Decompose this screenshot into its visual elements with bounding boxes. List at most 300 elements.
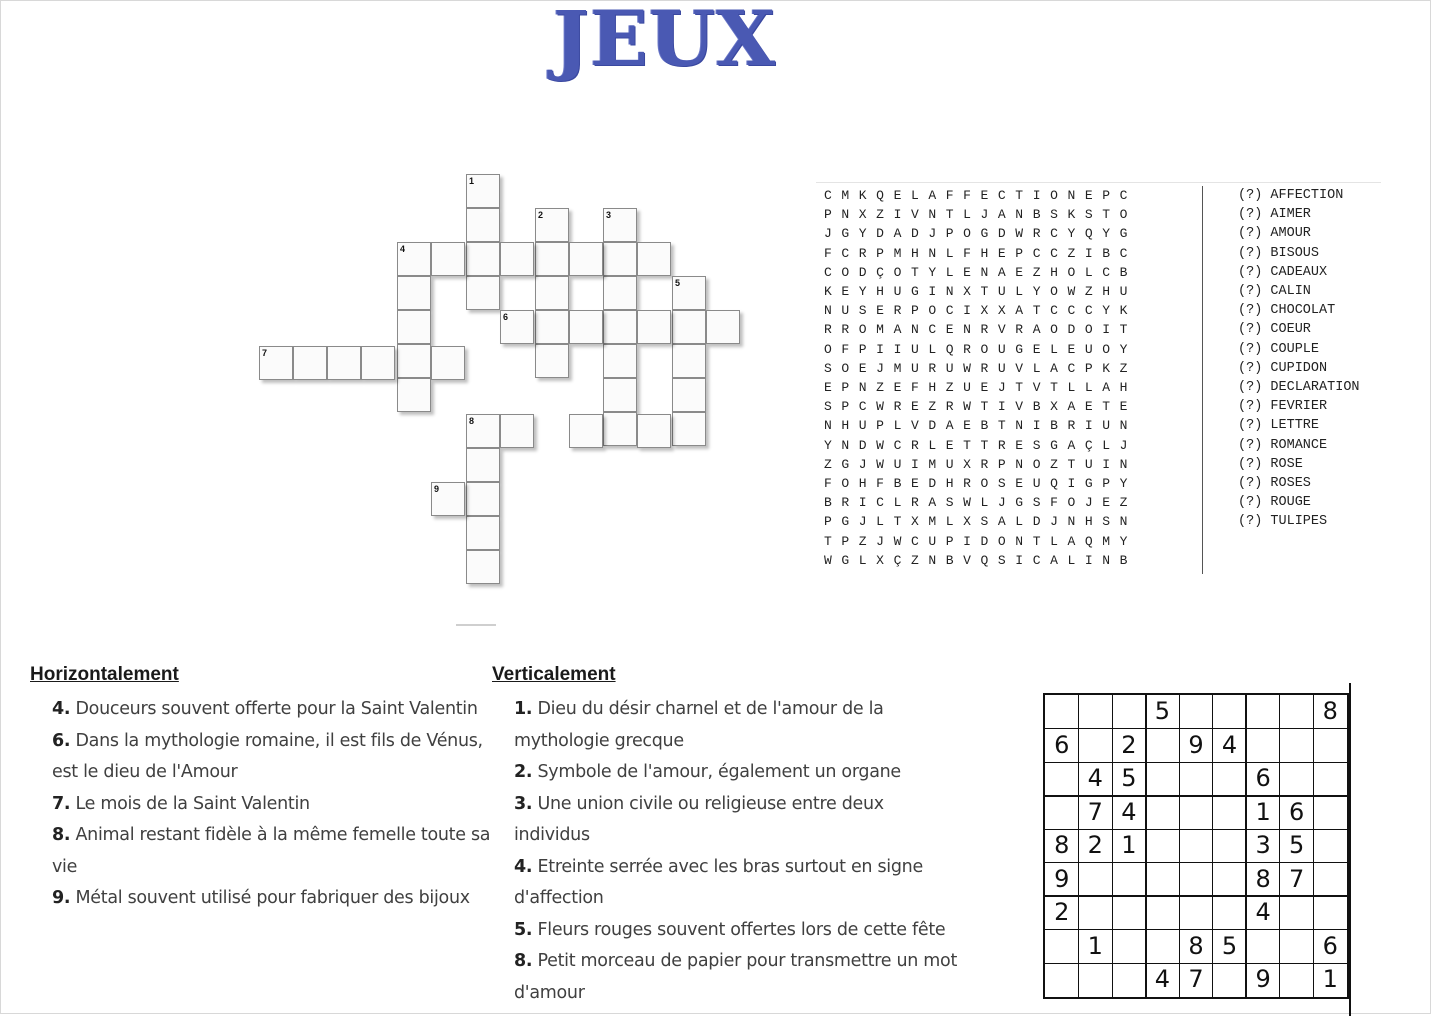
- word-search-letter[interactable]: S: [824, 360, 832, 376]
- word-search-letter[interactable]: A: [997, 207, 1006, 223]
- sudoku-cell[interactable]: 5: [1289, 831, 1305, 860]
- word-search-letter[interactable]: S: [824, 399, 832, 415]
- sudoku-cell[interactable]: 5: [1121, 764, 1137, 793]
- word-search-letter[interactable]: L: [945, 264, 954, 280]
- word-search-letter[interactable]: Z: [1067, 245, 1076, 261]
- word-search-letter[interactable]: U: [910, 360, 919, 376]
- word-search-letter[interactable]: S: [858, 303, 867, 319]
- word-search-letter[interactable]: Z: [1119, 360, 1128, 376]
- crossword-cell[interactable]: [293, 346, 327, 380]
- word-search-letter[interactable]: M: [841, 188, 850, 203]
- word-search-letter[interactable]: O: [1067, 264, 1076, 280]
- sudoku-cell[interactable]: 8: [1188, 931, 1204, 960]
- word-search-letter[interactable]: G: [1015, 341, 1024, 357]
- word-search-letter[interactable]: R: [841, 322, 850, 338]
- word-search-letter[interactable]: Ç: [1084, 437, 1093, 453]
- word-search-letter[interactable]: Y: [1102, 226, 1111, 242]
- word-search-letter[interactable]: Z: [824, 456, 832, 472]
- word-search-letter[interactable]: H: [1102, 284, 1111, 299]
- word-search-letter[interactable]: R: [980, 322, 989, 338]
- sudoku-cell[interactable]: 7: [1087, 797, 1103, 826]
- word-search-letter[interactable]: P: [1102, 188, 1111, 203]
- word-search-letter[interactable]: I: [910, 456, 919, 472]
- sudoku-cell[interactable]: [1045, 930, 1079, 964]
- crossword-cell[interactable]: [672, 310, 706, 344]
- crossword-cell[interactable]: [327, 346, 361, 380]
- sudoku-cell[interactable]: [1045, 963, 1079, 997]
- word-search-letter[interactable]: E: [1032, 341, 1041, 357]
- word-search-letter[interactable]: H: [980, 245, 989, 261]
- word-search-letter[interactable]: P: [997, 456, 1006, 472]
- word-search-letter[interactable]: S: [1032, 437, 1041, 453]
- word-search-letter[interactable]: C: [1084, 303, 1093, 319]
- word-search-letter[interactable]: R: [893, 399, 902, 415]
- sudoku-cell[interactable]: [1280, 729, 1314, 763]
- word-search-letter[interactable]: F: [945, 188, 954, 203]
- sudoku-cell[interactable]: [1045, 695, 1079, 729]
- sudoku-cell[interactable]: [1213, 695, 1247, 729]
- word-search-letter[interactable]: O: [841, 476, 850, 491]
- word-search-letter[interactable]: P: [841, 380, 850, 395]
- word-search-letter[interactable]: X: [876, 552, 884, 568]
- word-search-letter[interactable]: F: [876, 476, 884, 491]
- word-search-letter[interactable]: J: [980, 207, 989, 223]
- word-search-letter[interactable]: W: [963, 495, 971, 511]
- word-search-letter[interactable]: H: [1119, 380, 1128, 395]
- word-search-letter[interactable]: C: [1119, 188, 1128, 203]
- word-search-letter[interactable]: O: [841, 264, 850, 280]
- word-search-letter[interactable]: T: [980, 284, 989, 299]
- word-search-letter[interactable]: A: [893, 226, 902, 242]
- sudoku-cell[interactable]: 6: [1322, 931, 1338, 960]
- crossword-cell[interactable]: [535, 276, 569, 310]
- sudoku-cell[interactable]: [1045, 796, 1079, 830]
- word-search-letter[interactable]: O: [1067, 495, 1076, 511]
- sudoku-cell[interactable]: [1112, 963, 1146, 997]
- sudoku-cell[interactable]: 1: [1255, 797, 1271, 826]
- word-search-letter[interactable]: L: [858, 552, 867, 568]
- sudoku-cell[interactable]: [1045, 762, 1079, 796]
- word-search-letter[interactable]: U: [1084, 456, 1093, 472]
- sudoku-cell[interactable]: 2: [1121, 730, 1137, 759]
- word-search-letter[interactable]: A: [945, 418, 954, 434]
- word-search-letter[interactable]: K: [824, 284, 832, 299]
- word-search-letter[interactable]: I: [858, 495, 867, 511]
- word-search-letter[interactable]: J: [858, 514, 867, 530]
- sudoku-cell[interactable]: [1246, 695, 1280, 729]
- word-search-letter[interactable]: C: [910, 533, 919, 549]
- word-search-letter[interactable]: K: [1102, 360, 1111, 376]
- word-search-letter[interactable]: D: [858, 437, 867, 453]
- word-search-letter[interactable]: S: [997, 476, 1006, 491]
- word-search-letter[interactable]: O: [963, 226, 971, 242]
- word-search-letter[interactable]: O: [1050, 322, 1058, 338]
- word-search-letter[interactable]: T: [945, 207, 954, 223]
- word-search-letter[interactable]: H: [1084, 514, 1093, 530]
- sudoku-cell[interactable]: [1112, 695, 1146, 729]
- word-search-letter[interactable]: B: [824, 495, 832, 511]
- crossword-cell[interactable]: [603, 378, 637, 412]
- word-search-letter[interactable]: C: [945, 303, 954, 319]
- word-search-letter[interactable]: C: [1119, 245, 1128, 261]
- word-search-letter[interactable]: I: [1084, 552, 1093, 568]
- word-search-letter[interactable]: M: [928, 514, 937, 530]
- word-search-letter[interactable]: U: [1102, 418, 1111, 434]
- word-search-letter[interactable]: J: [876, 533, 884, 549]
- word-search-letter[interactable]: C: [876, 495, 884, 511]
- word-search-letter[interactable]: U: [945, 456, 954, 472]
- sudoku-cell[interactable]: [1213, 796, 1247, 830]
- sudoku-cell[interactable]: [1146, 729, 1180, 763]
- sudoku-cell[interactable]: 2: [1054, 898, 1070, 927]
- word-search-letter[interactable]: L: [1084, 380, 1093, 395]
- sudoku-cell[interactable]: 9: [1255, 965, 1271, 994]
- word-search-letter[interactable]: L: [928, 341, 937, 357]
- crossword-cell[interactable]: [672, 378, 706, 412]
- word-search-letter[interactable]: N: [1119, 514, 1128, 530]
- word-search-letter[interactable]: L: [928, 437, 937, 453]
- sudoku-cell[interactable]: [1313, 829, 1347, 863]
- word-search-letter[interactable]: V: [910, 418, 919, 434]
- word-search-letter[interactable]: N: [841, 207, 850, 223]
- crossword-cell[interactable]: [466, 516, 500, 550]
- word-search-letter[interactable]: Z: [910, 552, 919, 568]
- word-search-letter[interactable]: W: [876, 456, 884, 472]
- word-search-letter[interactable]: E: [980, 188, 989, 203]
- word-search-letter[interactable]: J: [1119, 437, 1128, 453]
- word-search-letter[interactable]: J: [858, 456, 867, 472]
- word-search-letter[interactable]: P: [910, 303, 919, 319]
- word-search-letter[interactable]: Q: [1050, 476, 1058, 491]
- word-search-letter[interactable]: O: [1102, 341, 1111, 357]
- word-search-letter[interactable]: T: [1015, 188, 1024, 203]
- word-search-letter[interactable]: R: [824, 322, 832, 338]
- word-search-letter[interactable]: G: [841, 456, 850, 472]
- word-search-letter[interactable]: P: [841, 533, 850, 549]
- word-search-letter[interactable]: N: [1015, 533, 1024, 549]
- word-search-letter[interactable]: K: [858, 188, 867, 203]
- word-search-letter[interactable]: B: [945, 552, 954, 568]
- word-search-letter[interactable]: X: [980, 303, 989, 319]
- word-search-letter[interactable]: U: [997, 341, 1006, 357]
- word-search-letter[interactable]: H: [1050, 264, 1058, 280]
- word-search-letter[interactable]: L: [963, 207, 971, 223]
- word-search-letter[interactable]: J: [1084, 495, 1093, 511]
- crossword-cell[interactable]: [466, 208, 500, 242]
- word-search-letter[interactable]: P: [945, 226, 954, 242]
- word-search-letter[interactable]: E: [963, 418, 971, 434]
- word-search-letter[interactable]: M: [893, 360, 902, 376]
- sudoku-cell[interactable]: 6: [1255, 764, 1271, 793]
- word-search-letter[interactable]: L: [1067, 552, 1076, 568]
- word-search-letter[interactable]: I: [893, 207, 902, 223]
- word-search-letter[interactable]: G: [1015, 495, 1024, 511]
- word-search-letter[interactable]: C: [1032, 552, 1041, 568]
- word-search-letter[interactable]: L: [1050, 341, 1058, 357]
- word-search-letter[interactable]: T: [980, 399, 989, 415]
- word-search-letter[interactable]: A: [928, 188, 937, 203]
- word-search-letter[interactable]: D: [1067, 322, 1076, 338]
- sudoku-cell[interactable]: 4: [1255, 898, 1271, 927]
- word-search-letter[interactable]: M: [876, 322, 884, 338]
- sudoku-cell[interactable]: 6: [1054, 730, 1070, 759]
- crossword-cell[interactable]: [603, 276, 637, 310]
- sudoku-cell[interactable]: 4: [1154, 965, 1171, 994]
- word-search-letter[interactable]: E: [1084, 188, 1093, 203]
- word-search-letter[interactable]: J: [928, 226, 937, 242]
- word-search-letter[interactable]: U: [997, 284, 1006, 299]
- word-search-letter[interactable]: I: [1015, 552, 1024, 568]
- word-search-letter[interactable]: E: [876, 303, 884, 319]
- sudoku-cell[interactable]: [1280, 762, 1314, 796]
- sudoku-cell[interactable]: [1280, 930, 1314, 964]
- word-search-letter[interactable]: U: [1032, 476, 1041, 491]
- sudoku-cell[interactable]: [1146, 863, 1180, 897]
- word-search-letter[interactable]: X: [1050, 399, 1058, 415]
- sudoku-cell[interactable]: [1280, 695, 1314, 729]
- sudoku-cell[interactable]: [1213, 896, 1247, 930]
- word-search-letter[interactable]: R: [963, 341, 971, 357]
- word-search-letter[interactable]: N: [1067, 188, 1076, 203]
- word-search-letter[interactable]: V: [1015, 360, 1024, 376]
- crossword-cell[interactable]: [431, 346, 465, 380]
- word-search-letter[interactable]: B: [893, 476, 902, 491]
- word-search-letter[interactable]: B: [1032, 207, 1041, 223]
- crossword-cell[interactable]: [603, 344, 637, 378]
- word-search-letter[interactable]: M: [928, 456, 937, 472]
- word-search-letter[interactable]: X: [963, 514, 971, 530]
- word-search-letter[interactable]: O: [1032, 456, 1041, 472]
- word-search-letter[interactable]: Q: [945, 341, 954, 357]
- word-search-letter[interactable]: C: [1102, 264, 1111, 280]
- word-search-letter[interactable]: W: [1067, 284, 1076, 299]
- word-search-letter[interactable]: C: [1067, 303, 1076, 319]
- word-search-letter[interactable]: Z: [945, 380, 954, 395]
- word-search-letter[interactable]: T: [963, 437, 971, 453]
- sudoku-cell[interactable]: [1146, 796, 1180, 830]
- sudoku-cell[interactable]: [1313, 729, 1347, 763]
- sudoku-cell[interactable]: [1079, 963, 1113, 997]
- word-search-letter[interactable]: W: [963, 360, 971, 376]
- word-search-letter[interactable]: F: [963, 245, 971, 261]
- word-search-letter[interactable]: F: [1050, 495, 1058, 511]
- word-search-letter[interactable]: U: [928, 533, 937, 549]
- sudoku-cell[interactable]: [1213, 762, 1247, 796]
- sudoku-cell[interactable]: [1246, 729, 1280, 763]
- word-search-letter[interactable]: N: [928, 245, 937, 261]
- word-search-letter[interactable]: Z: [858, 533, 867, 549]
- word-search-letter[interactable]: O: [980, 476, 989, 491]
- sudoku-cell[interactable]: 1: [1121, 831, 1137, 860]
- word-search-letter[interactable]: I: [1067, 476, 1076, 491]
- word-search-letter[interactable]: E: [910, 476, 919, 491]
- crossword-cell[interactable]: [431, 242, 465, 276]
- word-search-letter[interactable]: N: [980, 264, 989, 280]
- word-search-letter[interactable]: T: [1015, 380, 1024, 395]
- word-search-letter[interactable]: N: [945, 284, 954, 299]
- sudoku-cell[interactable]: [1146, 930, 1180, 964]
- word-search-letter[interactable]: U: [997, 360, 1006, 376]
- word-search-letter[interactable]: U: [893, 284, 902, 299]
- word-search-letter[interactable]: U: [910, 341, 919, 357]
- word-search-letter[interactable]: I: [876, 341, 884, 357]
- word-search-letter[interactable]: C: [824, 264, 832, 280]
- crossword-cell[interactable]: [672, 344, 706, 378]
- word-search-letter[interactable]: N: [1015, 418, 1024, 434]
- word-search-letter[interactable]: G: [1084, 476, 1093, 491]
- word-search-letter[interactable]: E: [1102, 495, 1111, 511]
- word-search-letter[interactable]: S: [997, 552, 1006, 568]
- sudoku-cell[interactable]: 5: [1221, 931, 1238, 960]
- word-search-letter[interactable]: K: [1119, 303, 1128, 319]
- word-search-letter[interactable]: L: [893, 495, 902, 511]
- word-search-letter[interactable]: C: [928, 322, 937, 338]
- crossword-cell[interactable]: [361, 346, 395, 380]
- word-search-letter[interactable]: C: [824, 188, 832, 203]
- word-search-letter[interactable]: L: [1032, 360, 1041, 376]
- word-search-letter[interactable]: Ç: [876, 264, 884, 280]
- word-search-letter[interactable]: R: [1015, 322, 1024, 338]
- sudoku-cell[interactable]: 1: [1322, 965, 1338, 994]
- word-search-letter[interactable]: I: [1084, 418, 1093, 434]
- word-search-letter[interactable]: E: [893, 380, 902, 395]
- word-search-letter[interactable]: X: [997, 303, 1006, 319]
- word-search-letter[interactable]: T: [1032, 303, 1041, 319]
- word-search-letter[interactable]: E: [910, 399, 919, 415]
- sudoku-cell[interactable]: [1179, 863, 1213, 897]
- word-search-letter[interactable]: W: [824, 552, 832, 568]
- word-search-letter[interactable]: Z: [1032, 264, 1041, 280]
- crossword-cell[interactable]: [466, 448, 500, 482]
- crossword-cell[interactable]: [569, 242, 603, 276]
- word-search-letter[interactable]: L: [1084, 264, 1093, 280]
- word-search-letter[interactable]: P: [945, 533, 954, 549]
- word-search-letter[interactable]: R: [980, 360, 989, 376]
- word-search-letter[interactable]: N: [910, 322, 919, 338]
- word-search-letter[interactable]: S: [1084, 207, 1093, 223]
- word-search-letter[interactable]: U: [858, 418, 867, 434]
- word-search-letter[interactable]: Q: [1084, 533, 1093, 549]
- word-search-letter[interactable]: U: [945, 360, 954, 376]
- word-search-letter[interactable]: Q: [1084, 226, 1093, 242]
- word-search-letter[interactable]: A: [1067, 533, 1076, 549]
- word-search-letter[interactable]: H: [945, 476, 954, 491]
- word-search-letter[interactable]: P: [824, 514, 832, 530]
- word-search-letter[interactable]: O: [980, 341, 989, 357]
- sudoku-cell[interactable]: [1179, 896, 1213, 930]
- word-search-letter[interactable]: F: [963, 188, 971, 203]
- word-search-letter[interactable]: A: [1032, 322, 1041, 338]
- word-search-letter[interactable]: A: [928, 495, 937, 511]
- word-search-letter[interactable]: Y: [1032, 284, 1041, 299]
- word-search-letter[interactable]: H: [841, 418, 850, 434]
- word-search-letter[interactable]: Y: [1119, 341, 1128, 357]
- word-search-letter[interactable]: R: [980, 456, 989, 472]
- word-search-letter[interactable]: H: [858, 476, 867, 491]
- word-search-letter[interactable]: Y: [1119, 476, 1128, 491]
- word-search-letter[interactable]: T: [1102, 399, 1111, 415]
- word-search-letter[interactable]: B: [1119, 264, 1128, 280]
- word-search-letter[interactable]: A: [893, 322, 902, 338]
- word-search-letter[interactable]: T: [980, 437, 989, 453]
- word-search-letter[interactable]: E: [1015, 437, 1024, 453]
- word-search-letter[interactable]: M: [1102, 533, 1111, 549]
- word-search-letter[interactable]: B: [1032, 399, 1041, 415]
- word-search-letter[interactable]: C: [893, 437, 902, 453]
- crossword-cell[interactable]: [535, 344, 569, 378]
- sudoku-cell[interactable]: [1179, 796, 1213, 830]
- word-search-letter[interactable]: E: [824, 380, 832, 395]
- word-search-letter[interactable]: R: [841, 495, 850, 511]
- word-search-letter[interactable]: A: [1102, 380, 1111, 395]
- word-search-letter[interactable]: Y: [1119, 533, 1128, 549]
- word-search-letter[interactable]: T: [824, 533, 832, 549]
- word-search-letter[interactable]: F: [824, 476, 832, 491]
- word-search-letter[interactable]: N: [1119, 418, 1128, 434]
- word-search-letter[interactable]: E: [841, 284, 850, 299]
- crossword-cell[interactable]: [466, 550, 500, 584]
- word-search-letter[interactable]: G: [841, 226, 850, 242]
- word-search-letter[interactable]: E: [980, 380, 989, 395]
- word-search-letter[interactable]: D: [997, 226, 1006, 242]
- sudoku-cell[interactable]: [1313, 896, 1347, 930]
- word-search-letter[interactable]: I: [1032, 188, 1041, 203]
- word-search-letter[interactable]: G: [1050, 437, 1058, 453]
- crossword-cell[interactable]: [637, 414, 671, 448]
- word-search-letter[interactable]: T: [1032, 533, 1041, 549]
- word-search-letter[interactable]: W: [1015, 226, 1024, 242]
- word-search-letter[interactable]: P: [1102, 476, 1111, 491]
- word-search-letter[interactable]: G: [1119, 226, 1128, 242]
- word-search-letter[interactable]: B: [1050, 418, 1058, 434]
- word-search-letter[interactable]: R: [910, 437, 919, 453]
- word-search-letter[interactable]: O: [997, 533, 1006, 549]
- word-search-letter[interactable]: N: [858, 380, 867, 395]
- word-search-letter[interactable]: A: [1050, 360, 1058, 376]
- word-search-letter[interactable]: R: [945, 399, 954, 415]
- word-search-letter[interactable]: R: [858, 245, 867, 261]
- word-search-letter[interactable]: D: [980, 533, 989, 549]
- sudoku-cell[interactable]: [1280, 896, 1314, 930]
- word-search-letter[interactable]: L: [980, 495, 989, 511]
- word-search-letter[interactable]: M: [893, 245, 902, 261]
- word-search-letter[interactable]: U: [1119, 284, 1128, 299]
- word-search-letter[interactable]: N: [928, 207, 937, 223]
- word-search-letter[interactable]: S: [1102, 514, 1111, 530]
- crossword-cell[interactable]: [466, 482, 500, 516]
- sudoku-cell[interactable]: 3: [1255, 831, 1271, 860]
- word-search-letter[interactable]: P: [1015, 245, 1024, 261]
- word-search-letter[interactable]: F: [841, 341, 850, 357]
- word-search-letter[interactable]: E: [963, 264, 971, 280]
- word-search-letter[interactable]: L: [1015, 284, 1024, 299]
- sudoku-cell[interactable]: [1112, 930, 1146, 964]
- word-search-letter[interactable]: C: [1050, 226, 1058, 242]
- sudoku-cell[interactable]: [1213, 963, 1247, 997]
- word-search-letter[interactable]: A: [1050, 552, 1058, 568]
- word-search-letter[interactable]: G: [841, 514, 850, 530]
- crossword-cell[interactable]: [569, 310, 603, 344]
- word-search-letter[interactable]: K: [1067, 207, 1076, 223]
- sudoku-cell[interactable]: [1146, 896, 1180, 930]
- word-search-letter[interactable]: Z: [876, 207, 884, 223]
- word-search-letter[interactable]: V: [1015, 399, 1024, 415]
- word-search-letter[interactable]: R: [1067, 418, 1076, 434]
- word-search-letter[interactable]: Y: [928, 264, 937, 280]
- crossword-cell[interactable]: [397, 378, 431, 412]
- word-search-letter[interactable]: J: [1050, 514, 1058, 530]
- word-search-letter[interactable]: C: [1067, 360, 1076, 376]
